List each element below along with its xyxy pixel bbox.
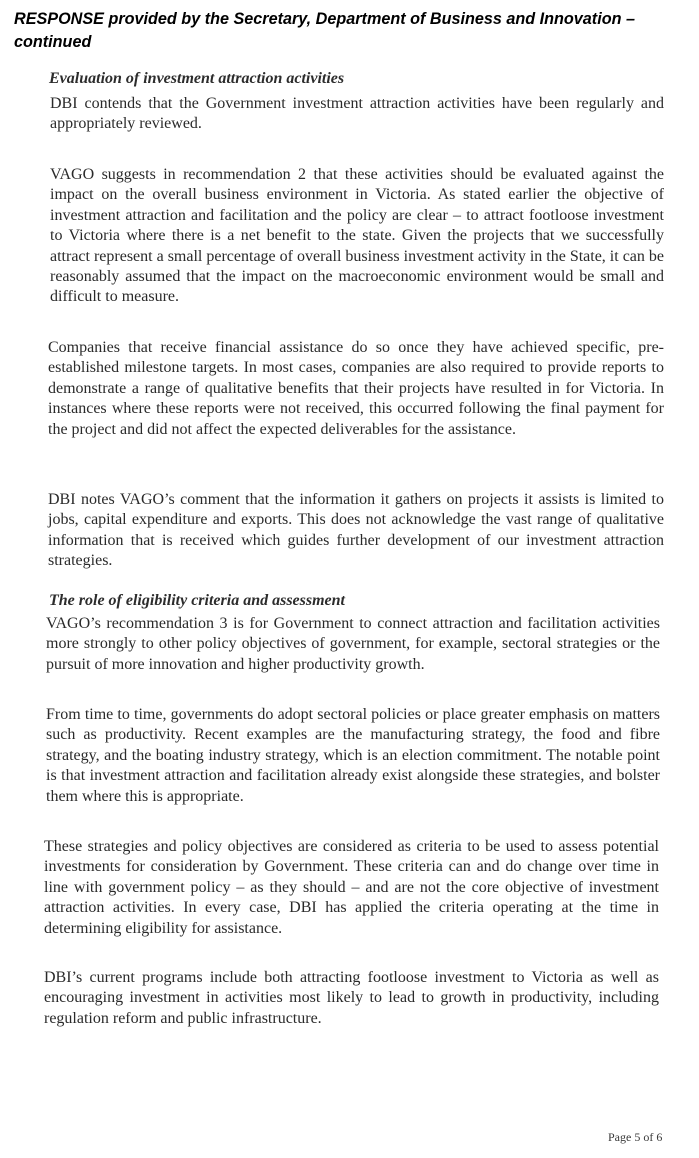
paragraph: Companies that receive financial assistance do so once they have achieved specific, pre-established milestone targets. In most cases, companies are also required to provide reports to demonstrate a range of qualitative benefits that their projects have resulted in for Victoria. In instances where these reports were not received, this occurred following the final payment for the project and did not affect the expected deliverables for the assistance.	[48, 339, 664, 438]
page-header: RESPONSE provided by the Secretary, Department of Business and Innovation – continued	[14, 10, 635, 51]
paragraph: DBI notes VAGO’s comment that the information it gathers on projects it assists is limited to jobs, capital expenditure and exports. This does not acknowledge the vast range of qualitative information that is received which guides further development of our investment attraction strategies.	[48, 491, 664, 570]
paragraph: These strategies and policy objectives are considered as criteria to be used to assess potential investments for consideration by Government. These criteria can and do change over time in line with government policy – as they should – and are not the core objective of investment attraction activities. In every case, DBI has applied the criteria operating at the time in determining eligibility for assistance.	[44, 838, 659, 937]
paragraph: VAGO suggests in recommendation 2 that these activities should be evaluated against the impact on the overall business environment in Victoria. As stated earlier the objective of investment attraction and facilitation and the policy are clear – to attract footloose investment to Victoria where there is a net benefit to the state. Given the projects that we successfully attract represent a small percentage of overall business investment activity in the State, it can be reasonably assumed that the impact on the macroeconomic environment would be small and difficult to measure.	[50, 166, 664, 306]
paragraph: DBI’s current programs include both attracting footloose investment to Victoria as well as encouraging investment in activities most likely to lead to growth in productivity, including regulation reform and public infrastructure.	[44, 969, 659, 1027]
paragraph: From time to time, governments do adopt sectoral policies or place greater emphasis on matters such as productivity. Recent examples are the manufacturing strategy, the food and fibre strategy, and the boating industry strategy, which is an election commitment. The notable point is that investment attraction and facilitation already exist alongside these strategies, and bolster them where this is appropriate.	[46, 706, 660, 805]
paragraph: VAGO’s recommendation 3 is for Government to connect attraction and facilitation activities more strongly to other policy objectives of government, for example, sectoral strategies or the pursuit of more innovation and higher productivity growth.	[46, 615, 660, 673]
section-heading-eligibility: The role of eligibility criteria and assessment	[49, 592, 345, 609]
section-heading-evaluation: Evaluation of investment attraction activities	[49, 70, 345, 87]
paragraph: DBI contends that the Government investment attraction activities have been regularly and appropriately reviewed.	[50, 95, 664, 133]
page-number: Page 5 of 6	[608, 1130, 663, 1144]
